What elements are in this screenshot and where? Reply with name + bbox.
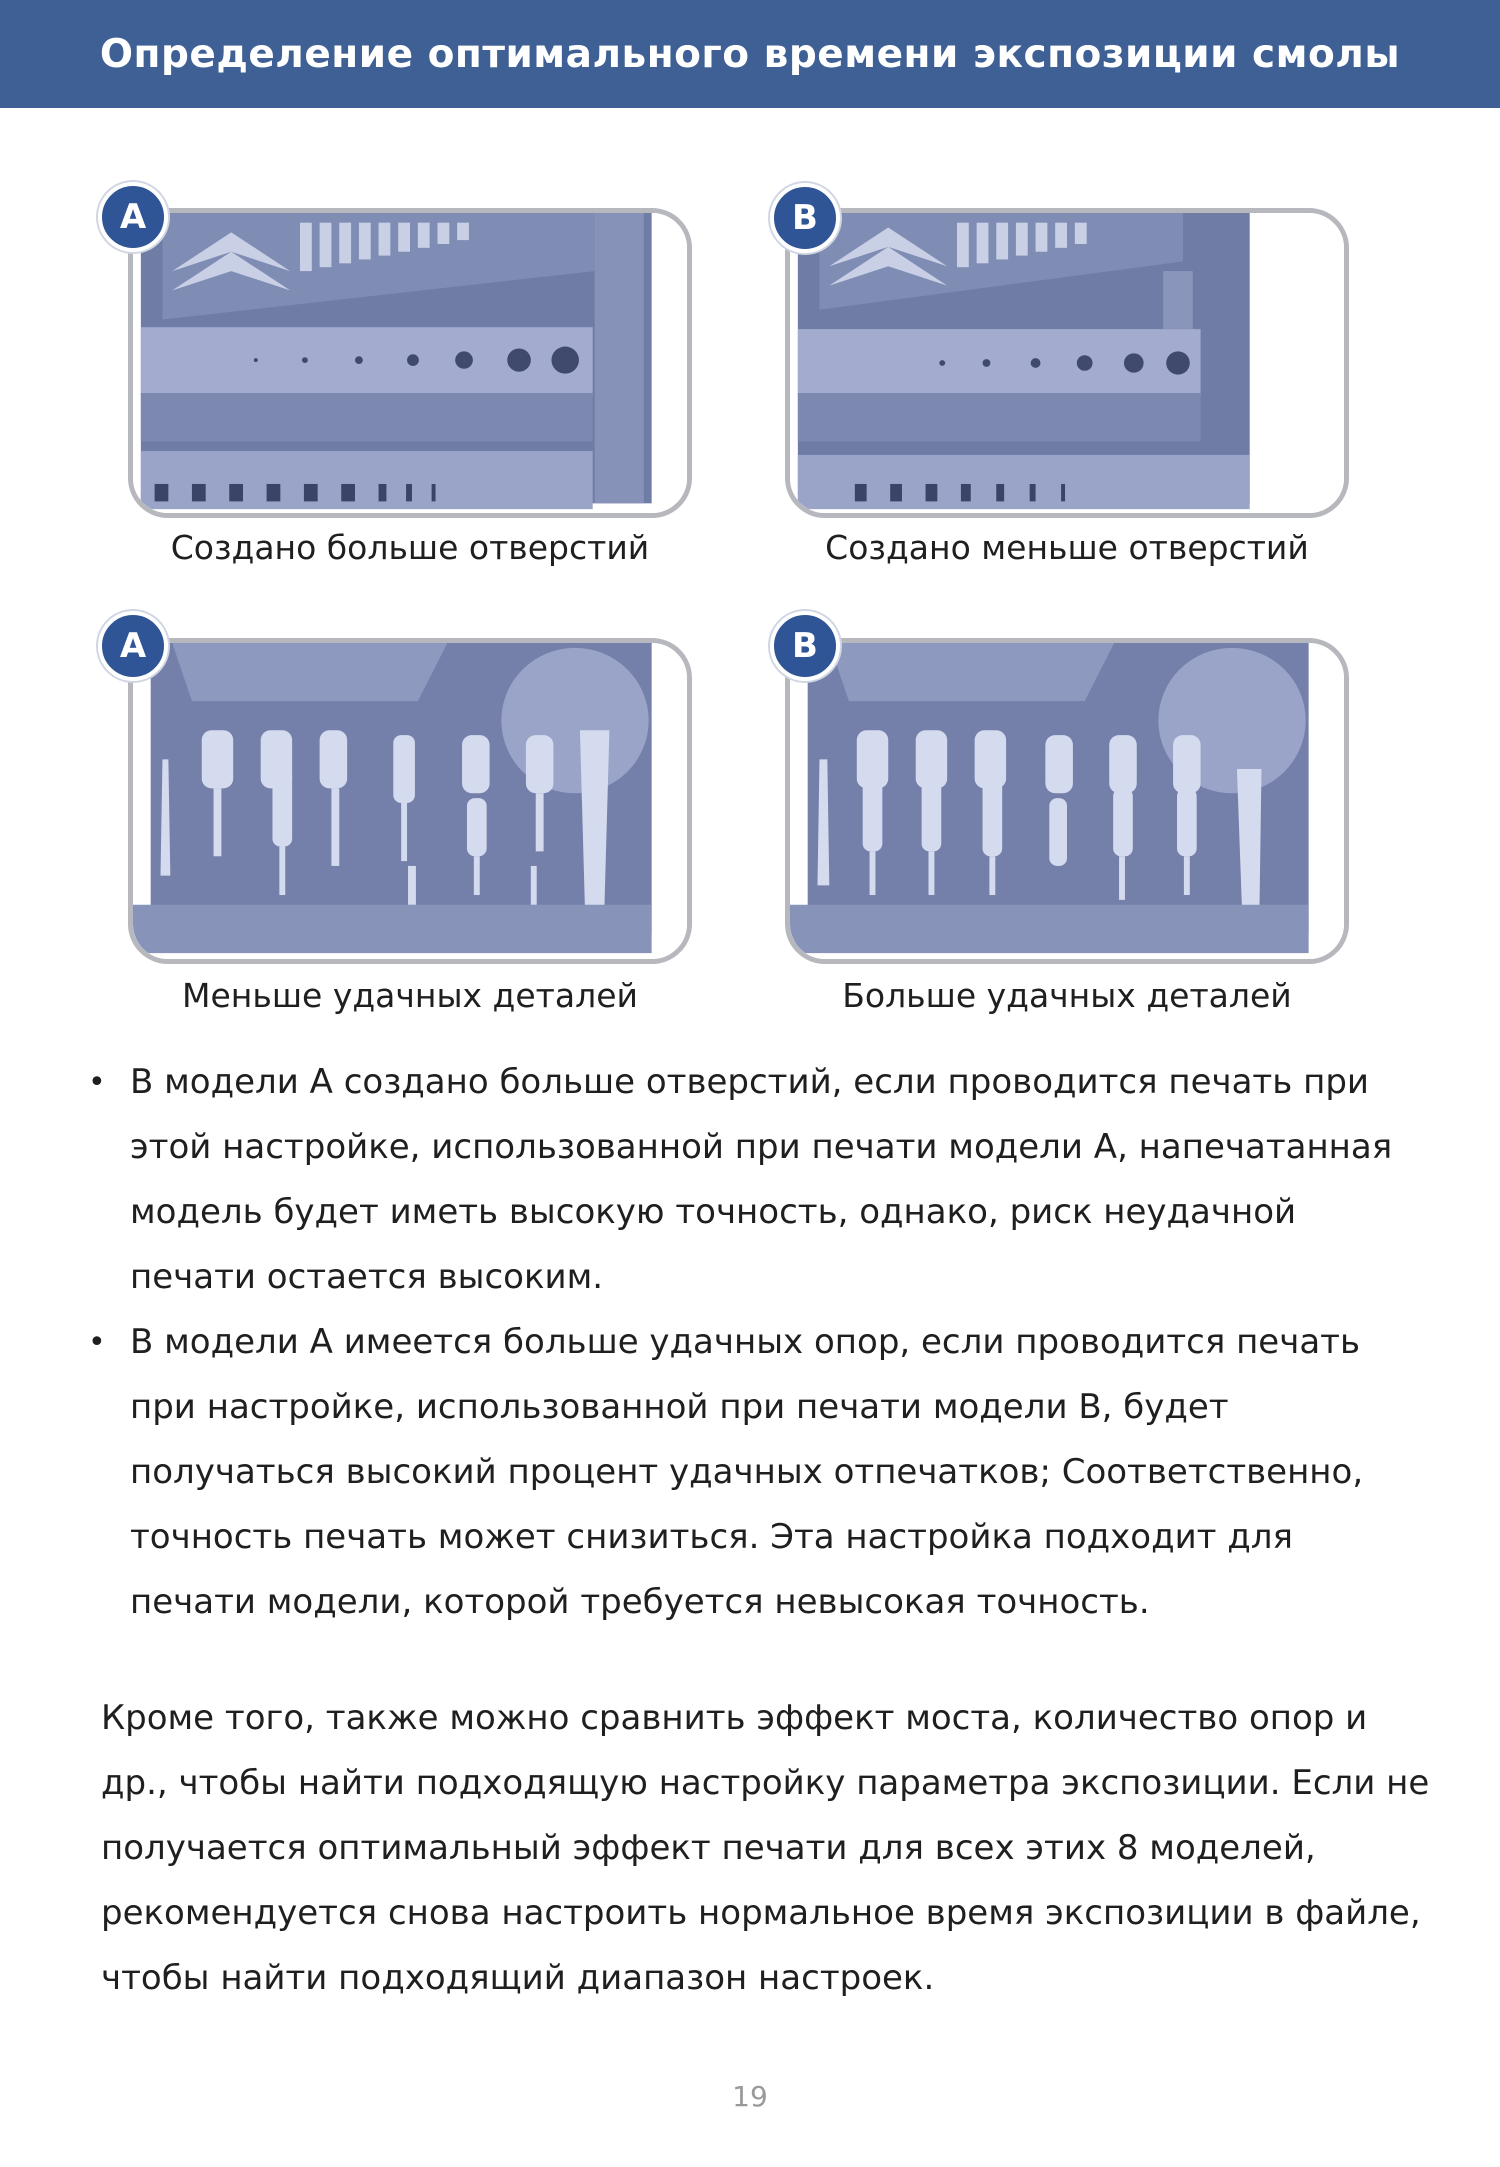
badge-b: B <box>770 611 840 681</box>
pins-model-illustration <box>133 643 687 959</box>
bullet-item <box>88 1050 1428 1310</box>
page-header <box>0 0 1500 108</box>
photo-holes-a <box>128 208 692 518</box>
bullet-dot: • <box>88 1325 106 1360</box>
caption-more-successful-parts: Больше удачных деталей <box>842 976 1292 1015</box>
page-number: 19 <box>732 2080 768 2113</box>
photo-pins-b <box>785 638 1349 964</box>
caption-more-holes: Создано больше отверстий <box>170 528 650 567</box>
bullet-item <box>88 1310 1428 1635</box>
photo-holes-b <box>785 208 1349 518</box>
holes-model-illustration <box>133 213 687 513</box>
holes-model-illustration <box>790 213 1344 513</box>
body-paragraph: Кроме того, также можно сравнить эффект моста, количество опор и др., чтобы найти подходящую настройку параметра экспозиции. Если не получается оптимальный эффект печати для всех этих 8 моделей, рекомендуется снова настроить нормальное время экспозиции в файле, чтобы найти подходящий диапазон настроек. <box>101 1698 1430 1998</box>
badge-a: A <box>98 182 168 252</box>
bullet-text: В модели А создано больше отверстий, если проводится печать при этой настройке, использованной при печати модели А, напечатанная модель будет иметь высокую точность, однако, риск неудачной печати остается высоким. <box>130 1062 1393 1297</box>
bullet-text: В модели А имеется больше удачных опор, если проводится печать при настройке, использованной при печати модели В, будет получаться высокий процент удачных отпечатков; Соответственно, точность печать может снизиться. Эта настройка подходит для печати модели, которой требуется невысокая точность. <box>130 1322 1364 1622</box>
caption-fewer-holes: Создано меньше отверстий <box>825 528 1309 567</box>
badge-b: B <box>770 183 840 253</box>
pins-model-illustration <box>790 643 1344 959</box>
badge-a: A <box>98 611 168 681</box>
photo-pins-a <box>128 638 692 964</box>
page-title: Определение оптимального времени экспозиции смолы <box>99 31 1401 77</box>
bullet-list <box>88 1050 1428 1635</box>
bullet-dot: • <box>88 1065 106 1100</box>
caption-fewer-successful-parts: Меньше удачных деталей <box>182 976 638 1015</box>
